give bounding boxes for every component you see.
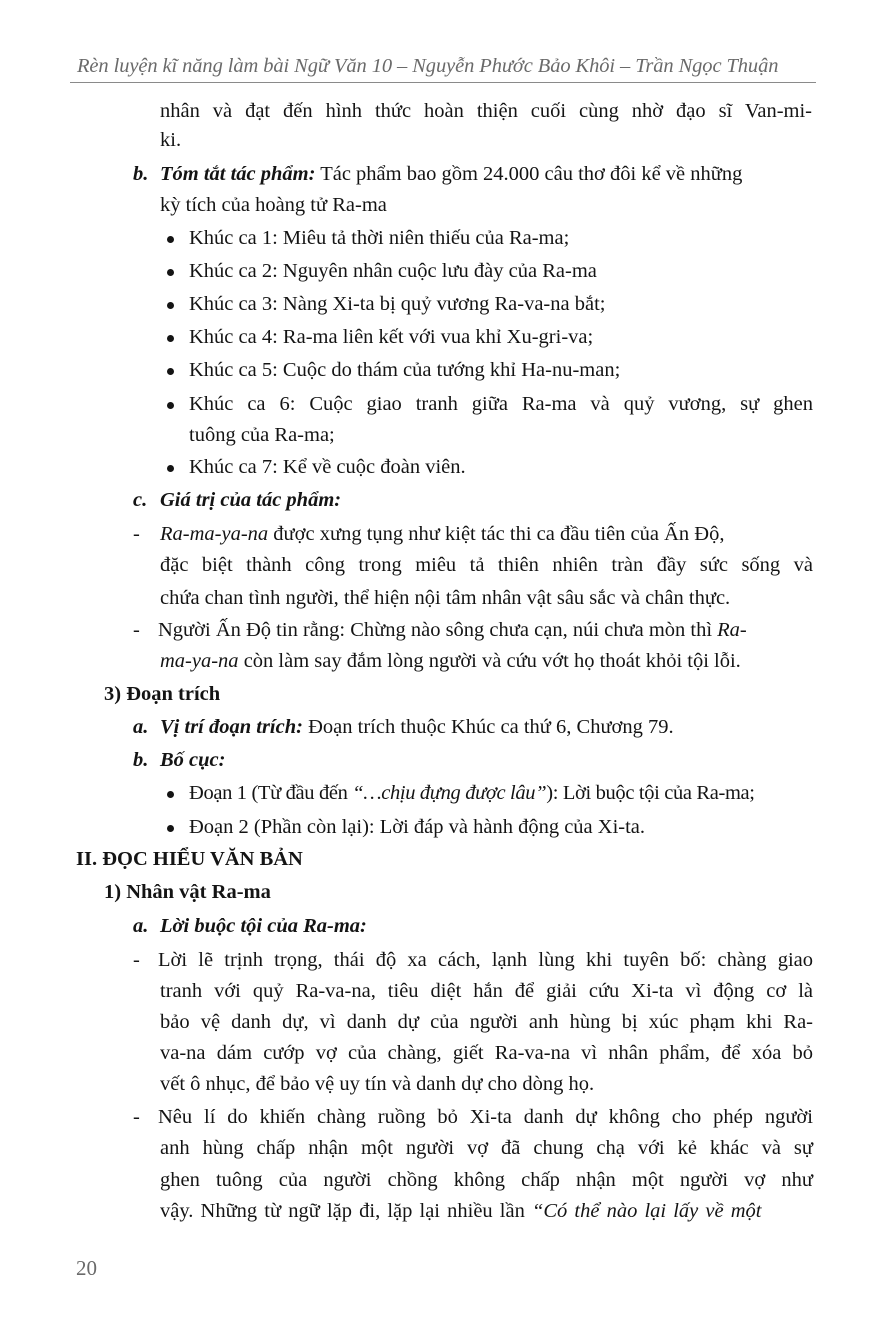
running-header: Rèn luyện kĩ năng làm bài Ngữ Văn 10 – Nguyễn Phước Bảo Khôi – Trần Ngọc Thuận bbox=[77, 55, 779, 77]
work-title: Ra-ma-ya-na bbox=[160, 523, 269, 545]
work-title: ma-ya-na bbox=[160, 650, 239, 672]
summary-marker: b. bbox=[133, 163, 149, 185]
excerpt-bullet-1 bbox=[189, 781, 755, 805]
excerpt-layout-label: Bố cục: bbox=[160, 749, 226, 771]
bullet-icon bbox=[167, 825, 174, 832]
summary-label: Tóm tắt tác phẩm: bbox=[160, 163, 316, 185]
value-label: Giá trị của tác phẩm: bbox=[160, 489, 342, 511]
summary-line-2: kỳ tích của hoàng tử Ra-ma bbox=[160, 194, 387, 216]
dash-icon: - bbox=[133, 523, 140, 545]
dash-icon: - bbox=[133, 619, 140, 641]
excerpt-quote: “…chịu đựng được lâu” bbox=[352, 782, 547, 804]
value-dash1-text: được xưng tụng như kiệt tác thi ca đầu tiên của Ấn Độ, bbox=[268, 523, 725, 545]
summary-bullet-2: Khúc ca 2: Nguyên nhân cuộc lưu đày của Ra-ma bbox=[189, 260, 597, 282]
dash-icon: - bbox=[133, 1106, 140, 1128]
accusation-dash1-line5: vết ô nhục, để bảo vệ uy tín và danh dự cho dòng họ. bbox=[160, 1073, 595, 1095]
summary-bullet-1: Khúc ca 1: Miêu tả thời niên thiếu của Ra-ma; bbox=[189, 227, 570, 249]
excerpt-position-text: Đoạn trích thuộc Khúc ca thứ 6, Chương 79. bbox=[302, 716, 674, 738]
intro-line-1: nhân và đạt đến hình thức hoàn thiện cuối cùng nhờ đạo sĩ Van-mi- bbox=[160, 100, 812, 122]
summary-bullet-4: Khúc ca 4: Ra-ma liên kết với vua khỉ Xu-gri-va; bbox=[189, 326, 594, 348]
bullet-icon bbox=[167, 302, 174, 309]
value-dash2-text: Người Ấn Độ tin rằng: Chừng nào sông chưa cạn, núi chưa mòn thì bbox=[158, 619, 718, 641]
excerpt-position bbox=[160, 715, 674, 739]
bullet-icon bbox=[167, 236, 174, 243]
excerpt-bullet-1-post: ): Lời buộc tội của Ra-ma; bbox=[546, 782, 755, 804]
work-title: Ra- bbox=[717, 619, 747, 641]
accusation-marker: a. bbox=[133, 915, 149, 937]
excerpt-b-marker: b. bbox=[133, 749, 149, 771]
value-dash2-text: còn làm say đắm lòng người và cứu vớt họ thoát khỏi tội lỗi. bbox=[238, 650, 741, 672]
value-dash1-line2: đặc biệt thành công trong miêu tả thiên nhiên tràn đầy sức sống và bbox=[160, 554, 813, 576]
page-number: 20 bbox=[76, 1256, 97, 1280]
bullet-icon bbox=[167, 335, 174, 342]
excerpt-bullet-2: Đoạn 2 (Phần còn lại): Lời đáp và hành động của Xi-ta. bbox=[189, 816, 646, 838]
bullet-icon bbox=[167, 269, 174, 276]
bullet-icon bbox=[167, 368, 174, 375]
section-heading: II. ĐỌC HIỂU VĂN BẢN bbox=[76, 848, 303, 870]
accusation-dash1-line4: va-na dám cướp vợ của chàng, giết Ra-va-na vì nhân phẩm, để xóa bỏ bbox=[160, 1042, 813, 1064]
accusation-dash1-line2: tranh với quỷ Ra-va-na, tiêu diệt hắn để giải cứu Xi-ta vì động cơ là bbox=[160, 980, 813, 1002]
intro-line-2: ki. bbox=[160, 129, 182, 151]
value-dash1-line1 bbox=[160, 522, 815, 546]
value-dash2-line2 bbox=[160, 649, 741, 673]
subsection-heading: 1) Nhân vật Ra-ma bbox=[104, 881, 271, 903]
accusation-dash2-line1: Nêu lí do khiến chàng ruồng bỏ Xi-ta danh dự không cho phép người bbox=[158, 1106, 813, 1128]
accusation-quote: “Có thể nào lại lấy về một bbox=[531, 1200, 762, 1222]
excerpt-heading: 3) Đoạn trích bbox=[104, 683, 221, 705]
accusation-dash2-line3: ghen tuông của người chồng không chấp nhận một người vợ như bbox=[160, 1169, 813, 1191]
summary-bullet-3: Khúc ca 3: Nàng Xi-ta bị quỷ vương Ra-va-na bắt; bbox=[189, 293, 606, 315]
excerpt-bullet-1-pre: Đoạn 1 (Từ đầu đến bbox=[189, 782, 353, 804]
accusation-dash1-line3: bảo vệ danh dự, vì danh dự của người anh hùng bị xúc phạm khi Ra- bbox=[160, 1011, 813, 1033]
summary-bullet-5: Khúc ca 5: Cuộc do thám của tướng khỉ Ha-nu-man; bbox=[189, 359, 621, 381]
dash-icon: - bbox=[133, 949, 140, 971]
accusation-dash1-line1: Lời lẽ trịnh trọng, thái độ xa cách, lạnh lùng khi tuyên bố: chàng giao bbox=[158, 949, 813, 971]
bullet-icon bbox=[167, 791, 174, 798]
excerpt-position-label: Vị trí đoạn trích: bbox=[160, 716, 303, 738]
accusation-dash2-line4 bbox=[160, 1199, 815, 1223]
summary-bullet-6-cont: tuông của Ra-ma; bbox=[189, 424, 335, 446]
header-divider bbox=[70, 82, 816, 83]
accusation-dash2-line2: anh hùng chấp nhận một người vợ đã chung chạ với kẻ khác và sự bbox=[160, 1137, 813, 1159]
accusation-label: Lời buộc tội của Ra-ma: bbox=[160, 915, 367, 937]
summary-text: Tác phẩm bao gồm 24.000 câu thơ đôi kể về những bbox=[315, 163, 743, 185]
summary-bullet-7: Khúc ca 7: Kể về cuộc đoàn viên. bbox=[189, 456, 466, 478]
bullet-icon bbox=[167, 465, 174, 472]
accusation-dash2-text: vậy. Những từ ngữ lặp đi, lặp lại nhiều lần bbox=[160, 1200, 532, 1222]
excerpt-a-marker: a. bbox=[133, 716, 149, 738]
summary-bullet-6: Khúc ca 6: Cuộc giao tranh giữa Ra-ma và quỷ vương, sự ghen bbox=[189, 393, 813, 415]
summary-line-1 bbox=[160, 162, 815, 186]
value-dash2-line1 bbox=[158, 618, 747, 642]
value-dash1-line3: chứa chan tình người, thể hiện nội tâm nhân vật sâu sắc và chân thực. bbox=[160, 587, 731, 609]
bullet-icon bbox=[167, 402, 174, 409]
value-marker: c. bbox=[133, 489, 148, 511]
